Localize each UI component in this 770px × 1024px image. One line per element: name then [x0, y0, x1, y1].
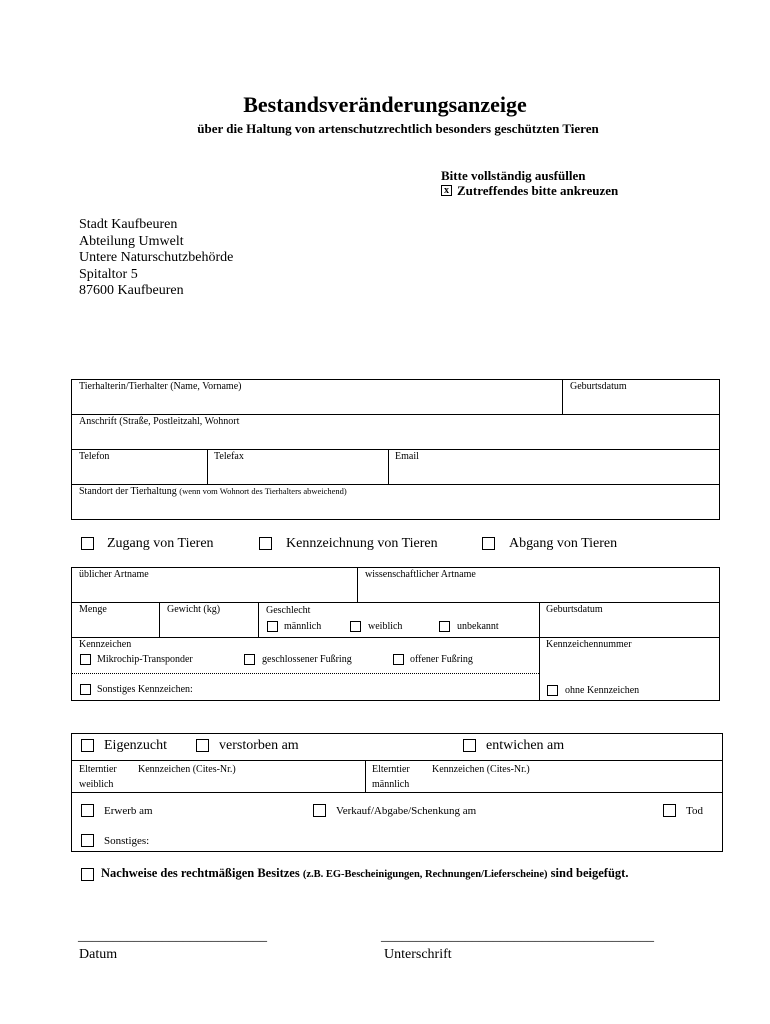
address-line: Stadt Kaufbeuren: [79, 217, 178, 232]
document-subtitle: über die Haltung von artenschutzrechtlich besonders geschützten Tieren: [197, 121, 599, 136]
location-note: (wenn vom Wohnort des Tierhalters abweichend): [179, 486, 347, 496]
parent-female-sex: weiblich: [79, 779, 114, 790]
proof-checkbox[interactable]: [81, 868, 94, 881]
death-label: Tod: [686, 805, 703, 817]
parent-female-label: Elterntier: [79, 764, 117, 775]
death-checkbox[interactable]: [663, 804, 676, 817]
parent-female-cites-field[interactable]: Kennzeichen (Cites-Nr.): [138, 764, 236, 775]
date-label: Datum: [79, 947, 118, 962]
owner-email-field[interactable]: Email: [395, 451, 419, 462]
marking-label: Kennzeichen: [79, 639, 132, 650]
owner-fax-field[interactable]: Telefax: [214, 451, 244, 462]
closed-ring-label: geschlossener Fußring: [262, 654, 352, 665]
owner-phone-field[interactable]: Telefon: [79, 451, 110, 462]
open-ring-label: offener Fußring: [410, 654, 473, 665]
document-title: Bestandsveränderungsanzeige: [243, 92, 527, 117]
own-breeding-checkbox[interactable]: [81, 739, 94, 752]
owner-location-field[interactable]: [79, 486, 347, 497]
parent-male-cites-field[interactable]: Kennzeichen (Cites-Nr.): [432, 764, 530, 775]
acquired-label: Erwerb am: [104, 805, 153, 817]
microchip-checkbox[interactable]: [80, 654, 91, 665]
own-breeding-label: Eigenzucht: [104, 738, 167, 753]
note-checkbox-example: x: [441, 185, 452, 196]
microchip-label: Mikrochip-Transponder: [97, 654, 193, 665]
sex-male-checkbox[interactable]: [267, 621, 278, 632]
address-line: Spitaltor 5: [79, 266, 138, 282]
proof-part2: (z.B. EG-Bescheinigungen, Rechnungen/Lieferscheine): [302, 869, 548, 880]
sex-female-checkbox[interactable]: [350, 621, 361, 632]
sale-checkbox[interactable]: [313, 804, 326, 817]
marking-number-field[interactable]: Kennzeichennummer: [546, 639, 632, 650]
abgang-label: Abgang von Tieren: [509, 536, 618, 551]
quantity-field[interactable]: Menge: [79, 604, 107, 615]
owner-birthdate-field[interactable]: Geburtsdatum: [570, 381, 627, 392]
escaped-label: entwichen am: [486, 738, 565, 753]
zugang-checkbox[interactable]: [81, 537, 94, 550]
owner-address-field[interactable]: Anschrift (Straße, Postleitzahl, Wohnort: [79, 416, 240, 427]
animal-birthdate-field[interactable]: Geburtsdatum: [546, 604, 603, 615]
scientific-name-field[interactable]: wissenschaftlicher Artname: [365, 569, 476, 580]
proof-part3: sind beigefügt.: [550, 866, 629, 880]
died-label: verstorben am: [219, 738, 299, 753]
other-origin-checkbox[interactable]: [81, 834, 94, 847]
parent-male-sex: männlich: [372, 779, 410, 790]
animal-table: [71, 567, 720, 701]
address-line: 87600 Kaufbeuren: [79, 283, 184, 298]
owner-name-field[interactable]: Tierhalterin/Tierhalter (Name, Vorname): [79, 381, 242, 392]
acquired-checkbox[interactable]: [81, 804, 94, 817]
signature-label: Unterschrift: [384, 947, 452, 962]
sex-female-label: weiblich: [368, 621, 403, 632]
sale-label: Verkauf/Abgabe/Schenkung am: [336, 805, 477, 817]
no-marking-checkbox[interactable]: [547, 685, 558, 696]
abgang-checkbox[interactable]: [482, 537, 495, 550]
other-marking-checkbox[interactable]: [80, 684, 91, 695]
other-origin-label: Sonstiges:: [104, 835, 150, 847]
escaped-checkbox[interactable]: [463, 739, 476, 752]
proof-label: [101, 866, 628, 881]
proof-part1: Nachweise des rechtmäßigen Besitzes: [101, 866, 300, 880]
address-block: [79, 217, 233, 300]
sex-label: Geschlecht: [266, 605, 311, 616]
open-ring-checkbox[interactable]: [393, 654, 404, 665]
other-marking-label: Sonstiges Kennzeichen:: [97, 684, 193, 695]
sex-unknown-checkbox[interactable]: [439, 621, 450, 632]
sex-unknown-label: unbekannt: [457, 621, 499, 632]
died-checkbox[interactable]: [196, 739, 209, 752]
kennzeichnung-checkbox[interactable]: [259, 537, 272, 550]
parent-male-label: Elterntier: [372, 764, 410, 775]
signature-line[interactable]: _______________________________________: [381, 929, 654, 944]
address-line: Abteilung Umwelt: [79, 233, 184, 249]
zugang-label: Zugang von Tieren: [107, 536, 214, 551]
closed-ring-checkbox[interactable]: [244, 654, 255, 665]
common-name-field[interactable]: üblicher Artname: [79, 569, 149, 580]
address-line: Untere Naturschutzbehörde: [79, 250, 234, 265]
kennzeichnung-label: Kennzeichnung von Tieren: [286, 536, 438, 551]
weight-field[interactable]: Gewicht (kg): [167, 604, 221, 615]
location-label: Standort der Tierhaltung: [79, 486, 177, 497]
date-line[interactable]: ___________________________: [78, 929, 267, 944]
no-marking-label: ohne Kennzeichen: [565, 685, 640, 696]
note-complete: Bitte vollständig ausfüllen: [441, 168, 586, 183]
note-check: Zutreffendes bitte ankreuzen: [457, 183, 619, 198]
sex-male-label: männlich: [284, 621, 322, 632]
